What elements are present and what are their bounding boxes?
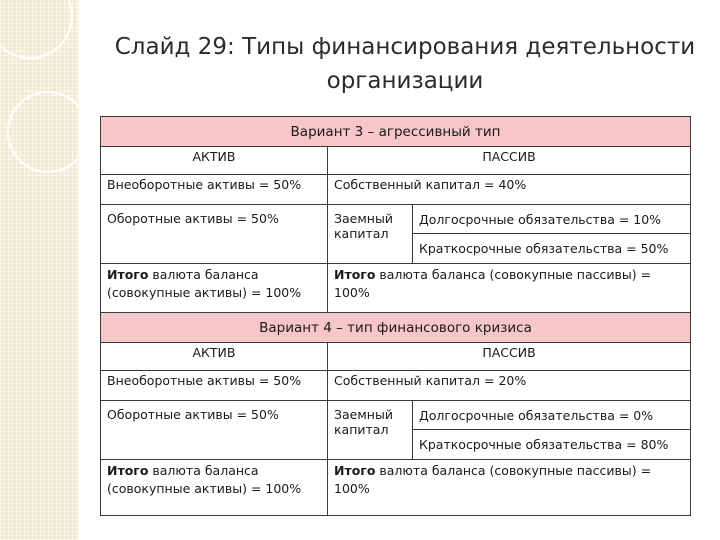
total-label: Итого — [107, 463, 149, 478]
short-term-liabilities-cell: Краткосрочные обязательства = 80% — [413, 430, 691, 460]
variant-header: Вариант 3 – агрессивный тип — [101, 117, 691, 147]
total-assets-text: валюта баланса (совокупные активы) = 100% — [107, 463, 302, 496]
slide-title: Слайд 29: Типы финансирования деятельности организации — [114, 34, 696, 94]
long-term-liabilities-cell: Долгосрочные обязательства = 10% — [413, 205, 691, 234]
total-liabilities-text: валюта баланса (совокупные пассивы) = 100% — [334, 463, 652, 496]
long-term-liabilities-cell: Долгосрочные обязательства = 0% — [413, 401, 691, 430]
current-assets-cell: Оборотные активы = 50% — [101, 401, 328, 460]
total-assets-cell — [101, 460, 328, 516]
decorative-circles — [0, 0, 78, 540]
equity-cell: Собственный капитал = 40% — [328, 175, 691, 205]
total-label: Итого — [107, 267, 149, 282]
borrowed-capital-cell: Заемный капитал — [328, 205, 413, 264]
total-label: Итого — [334, 463, 376, 478]
variant-4-table — [100, 312, 691, 516]
non-current-assets-cell: Внеоборотные активы = 50% — [101, 175, 328, 205]
equity-cell: Собственный капитал = 20% — [328, 371, 691, 401]
total-assets-text: валюта баланса (совокупные активы) = 100% — [107, 267, 302, 300]
asset-column-header: АКТИВ — [101, 147, 328, 175]
non-current-assets-cell: Внеоборотные активы = 50% — [101, 371, 328, 401]
total-liabilities-cell — [328, 460, 691, 516]
short-term-liabilities-cell: Краткосрочные обязательства = 50% — [413, 234, 691, 264]
asset-column-header: АКТИВ — [101, 343, 328, 371]
total-label: Итого — [334, 267, 376, 282]
total-liabilities-text: валюта баланса (совокупные пассивы) = 100% — [334, 267, 652, 300]
borrowed-capital-cell: Заемный капитал — [328, 401, 413, 460]
decorative-sidebar — [0, 0, 78, 540]
variant-header: Вариант 4 – тип финансового кризиса — [101, 313, 691, 343]
liability-column-header: ПАССИВ — [328, 147, 691, 175]
liability-column-header: ПАССИВ — [328, 343, 691, 371]
variant-3-table — [100, 116, 691, 320]
current-assets-cell: Оборотные активы = 50% — [101, 205, 328, 264]
